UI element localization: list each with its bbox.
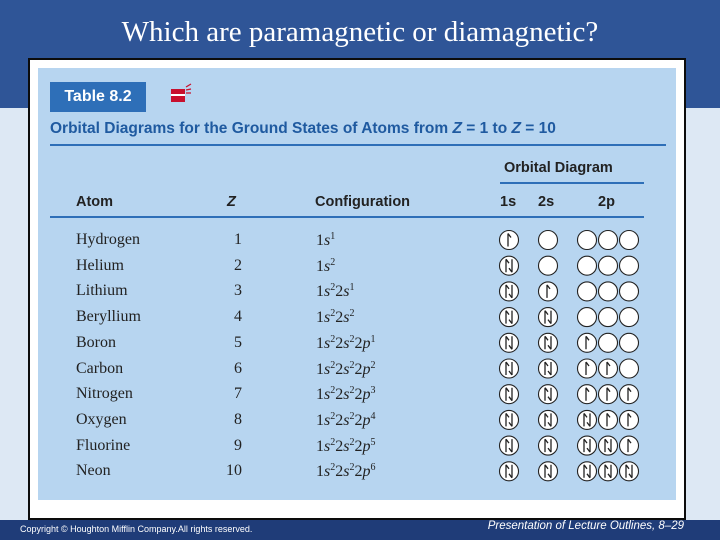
orbital-box bbox=[539, 462, 558, 481]
config-symbol: 2 bbox=[335, 360, 344, 378]
orbital-box bbox=[578, 333, 597, 352]
orbital-box bbox=[539, 436, 558, 455]
orbital-box bbox=[599, 256, 618, 275]
orbital-box bbox=[599, 308, 618, 327]
config-symbol: p bbox=[362, 437, 371, 455]
header-2s: 2s bbox=[538, 194, 555, 210]
orbital-box bbox=[620, 410, 639, 429]
config-symbol: s bbox=[324, 386, 331, 404]
atomic-number: 8 bbox=[234, 410, 242, 428]
config-symbol: s bbox=[324, 309, 331, 327]
orbital-box bbox=[620, 333, 639, 352]
electron-count: 2 bbox=[330, 256, 336, 268]
atom-name: Boron bbox=[76, 333, 116, 351]
config-symbol: s bbox=[324, 463, 331, 481]
orbital-box bbox=[578, 410, 597, 429]
atom-name: Neon bbox=[76, 462, 111, 480]
atom-name: Fluorine bbox=[76, 436, 131, 454]
copyright-footer: Copyright © Houghton Mifflin Company.All rights reserved. bbox=[20, 524, 253, 534]
atomic-number: 1 bbox=[234, 231, 242, 248]
orbital-box bbox=[578, 436, 597, 455]
config-symbol: p bbox=[362, 360, 371, 378]
orbital-box bbox=[500, 436, 519, 455]
orbital-box bbox=[539, 359, 558, 378]
electron-count: 2 bbox=[330, 333, 336, 345]
config-symbol: p bbox=[362, 463, 371, 481]
orbital-box bbox=[620, 385, 639, 404]
header-atom: Atom bbox=[76, 194, 114, 210]
config-symbol: p bbox=[362, 334, 371, 352]
atom-name: Nitrogen bbox=[76, 385, 133, 403]
config-symbol: 1 bbox=[316, 257, 324, 275]
electron-count: 1 bbox=[330, 231, 336, 242]
orbital-box bbox=[578, 308, 597, 327]
config-symbol: s bbox=[343, 334, 350, 352]
electron-count: 3 bbox=[370, 385, 376, 397]
table-title-z2: Z bbox=[511, 120, 521, 137]
atomic-number: 5 bbox=[234, 333, 242, 351]
orbital-box bbox=[578, 385, 597, 404]
orbital-box bbox=[620, 231, 639, 250]
orbital-box bbox=[539, 231, 558, 250]
atomic-number: 7 bbox=[234, 385, 242, 403]
config-symbol: 2 bbox=[354, 334, 363, 352]
config-symbol: 2 bbox=[354, 411, 363, 429]
table-title-mid1: = 1 to bbox=[461, 120, 512, 137]
orbital-box bbox=[599, 359, 618, 378]
config-symbol: 2 bbox=[335, 437, 344, 455]
atomic-number: 4 bbox=[234, 308, 242, 326]
orbital-box bbox=[539, 385, 558, 404]
config-symbol: 1 bbox=[316, 360, 324, 378]
orbital-box bbox=[599, 231, 618, 250]
electron-count: 2 bbox=[349, 385, 355, 397]
orbital-box bbox=[599, 410, 618, 429]
config-symbol: 1 bbox=[316, 334, 324, 352]
config-symbol: 1 bbox=[316, 437, 324, 455]
orbital-box bbox=[500, 308, 519, 327]
electron-count: 1 bbox=[349, 282, 355, 294]
config-symbol: s bbox=[324, 257, 331, 275]
header-2p: 2p bbox=[598, 194, 615, 210]
electron-count: 2 bbox=[330, 308, 336, 320]
electron-count: 2 bbox=[349, 462, 355, 474]
electron-count: 1 bbox=[370, 333, 376, 345]
orbital-box bbox=[500, 410, 519, 429]
config-symbol: 2 bbox=[354, 360, 363, 378]
config-symbol: s bbox=[324, 283, 331, 301]
orbital-box bbox=[539, 333, 558, 352]
orbital-box bbox=[620, 308, 639, 327]
config-symbol: 2 bbox=[354, 437, 363, 455]
config-symbol: s bbox=[343, 283, 350, 301]
orbital-box bbox=[539, 256, 558, 275]
orbital-box bbox=[578, 231, 597, 250]
config-symbol: 2 bbox=[335, 386, 344, 404]
electron-count: 2 bbox=[349, 410, 355, 422]
config-symbol: 1 bbox=[316, 309, 324, 327]
config-symbol: 2 bbox=[335, 309, 344, 327]
config-symbol: 1 bbox=[316, 411, 324, 429]
orbital-box bbox=[620, 359, 639, 378]
orbital-box bbox=[599, 462, 618, 481]
orbital-box bbox=[500, 359, 519, 378]
config-symbol: s bbox=[343, 411, 350, 429]
electron-count: 2 bbox=[330, 410, 336, 422]
orbital-box bbox=[500, 282, 519, 301]
orbital-box bbox=[578, 282, 597, 301]
atomic-number: 3 bbox=[234, 282, 242, 300]
orbital-box bbox=[578, 462, 597, 481]
electron-count: 2 bbox=[330, 282, 336, 294]
electron-count: 6 bbox=[370, 462, 376, 474]
atom-name: Helium bbox=[76, 256, 124, 274]
electron-count: 2 bbox=[330, 359, 336, 371]
config-symbol: 2 bbox=[335, 411, 344, 429]
config-symbol: 1 bbox=[316, 463, 324, 481]
config-symbol: 2 bbox=[354, 386, 363, 404]
electron-count: 2 bbox=[349, 333, 355, 345]
electron-count: 5 bbox=[370, 436, 376, 448]
electron-count: 2 bbox=[330, 385, 336, 397]
config-symbol: 2 bbox=[335, 463, 344, 481]
atom-name: Carbon bbox=[76, 359, 124, 377]
orbital-box bbox=[599, 282, 618, 301]
config-symbol: 2 bbox=[354, 463, 363, 481]
orbital-box bbox=[599, 385, 618, 404]
electron-count: 2 bbox=[349, 308, 355, 320]
table-title-prefix: Orbital Diagrams for the Ground States of Atoms from bbox=[50, 120, 453, 137]
orbital-box bbox=[620, 436, 639, 455]
orbital-box bbox=[500, 462, 519, 481]
config-symbol: s bbox=[343, 386, 350, 404]
table-tag: Table 8.2 bbox=[50, 82, 146, 112]
table-title-mid2: = 10 bbox=[520, 120, 556, 137]
orbital-box bbox=[539, 308, 558, 327]
orbital-box bbox=[500, 231, 519, 250]
atom-name: Beryllium bbox=[76, 308, 141, 326]
config-symbol: s bbox=[343, 309, 350, 327]
orbital-box bbox=[539, 282, 558, 301]
electron-count: 2 bbox=[330, 436, 336, 448]
orbital-box bbox=[599, 436, 618, 455]
atomic-number: 9 bbox=[234, 436, 242, 454]
header-z: Z bbox=[227, 194, 236, 210]
orbital-box bbox=[578, 256, 597, 275]
config-symbol: 2 bbox=[335, 334, 344, 352]
orbital-box bbox=[500, 256, 519, 275]
orbital-box bbox=[539, 410, 558, 429]
config-symbol: s bbox=[324, 360, 331, 378]
config-symbol: s bbox=[324, 232, 331, 249]
header-1s: 1s bbox=[500, 194, 517, 210]
electron-count: 2 bbox=[349, 359, 355, 371]
config-symbol: s bbox=[324, 437, 331, 455]
config-symbol: s bbox=[324, 334, 331, 352]
orbital-diagram-header: Orbital Diagram bbox=[504, 160, 613, 176]
atom-name: Oxygen bbox=[76, 410, 127, 428]
presentation-footer: Presentation of Lecture Outlines, 8–29 bbox=[487, 520, 684, 532]
config-symbol: 1 bbox=[316, 386, 324, 404]
electron-count: 2 bbox=[370, 359, 376, 371]
orbital-box bbox=[500, 333, 519, 352]
orbital-box bbox=[599, 333, 618, 352]
header-configuration: Configuration bbox=[315, 194, 411, 210]
orbital-box bbox=[620, 282, 639, 301]
atomic-number: 2 bbox=[234, 256, 242, 274]
table-title-z1: Z bbox=[452, 120, 462, 137]
config-symbol: s bbox=[343, 437, 350, 455]
config-symbol: s bbox=[324, 411, 331, 429]
config-symbol: 1 bbox=[316, 232, 324, 249]
electron-count: 2 bbox=[330, 462, 336, 474]
electron-count: 4 bbox=[370, 410, 376, 422]
slide-title: Which are paramagnetic or diamagnetic? bbox=[121, 16, 599, 48]
atomic-number: 6 bbox=[234, 359, 242, 377]
orbital-box bbox=[620, 256, 639, 275]
orbital-box bbox=[620, 462, 639, 481]
config-symbol: s bbox=[343, 463, 350, 481]
orbital-box bbox=[578, 359, 597, 378]
config-symbol: 2 bbox=[335, 283, 344, 301]
electron-count: 2 bbox=[349, 436, 355, 448]
atom-name: Hydrogen bbox=[76, 231, 140, 248]
atomic-number: 10 bbox=[226, 462, 242, 480]
orbital-box bbox=[500, 385, 519, 404]
config-symbol: 1 bbox=[316, 283, 324, 301]
config-symbol: s bbox=[343, 360, 350, 378]
config-symbol: p bbox=[362, 386, 371, 404]
config-symbol: p bbox=[362, 411, 371, 429]
atom-name: Lithium bbox=[76, 282, 128, 300]
